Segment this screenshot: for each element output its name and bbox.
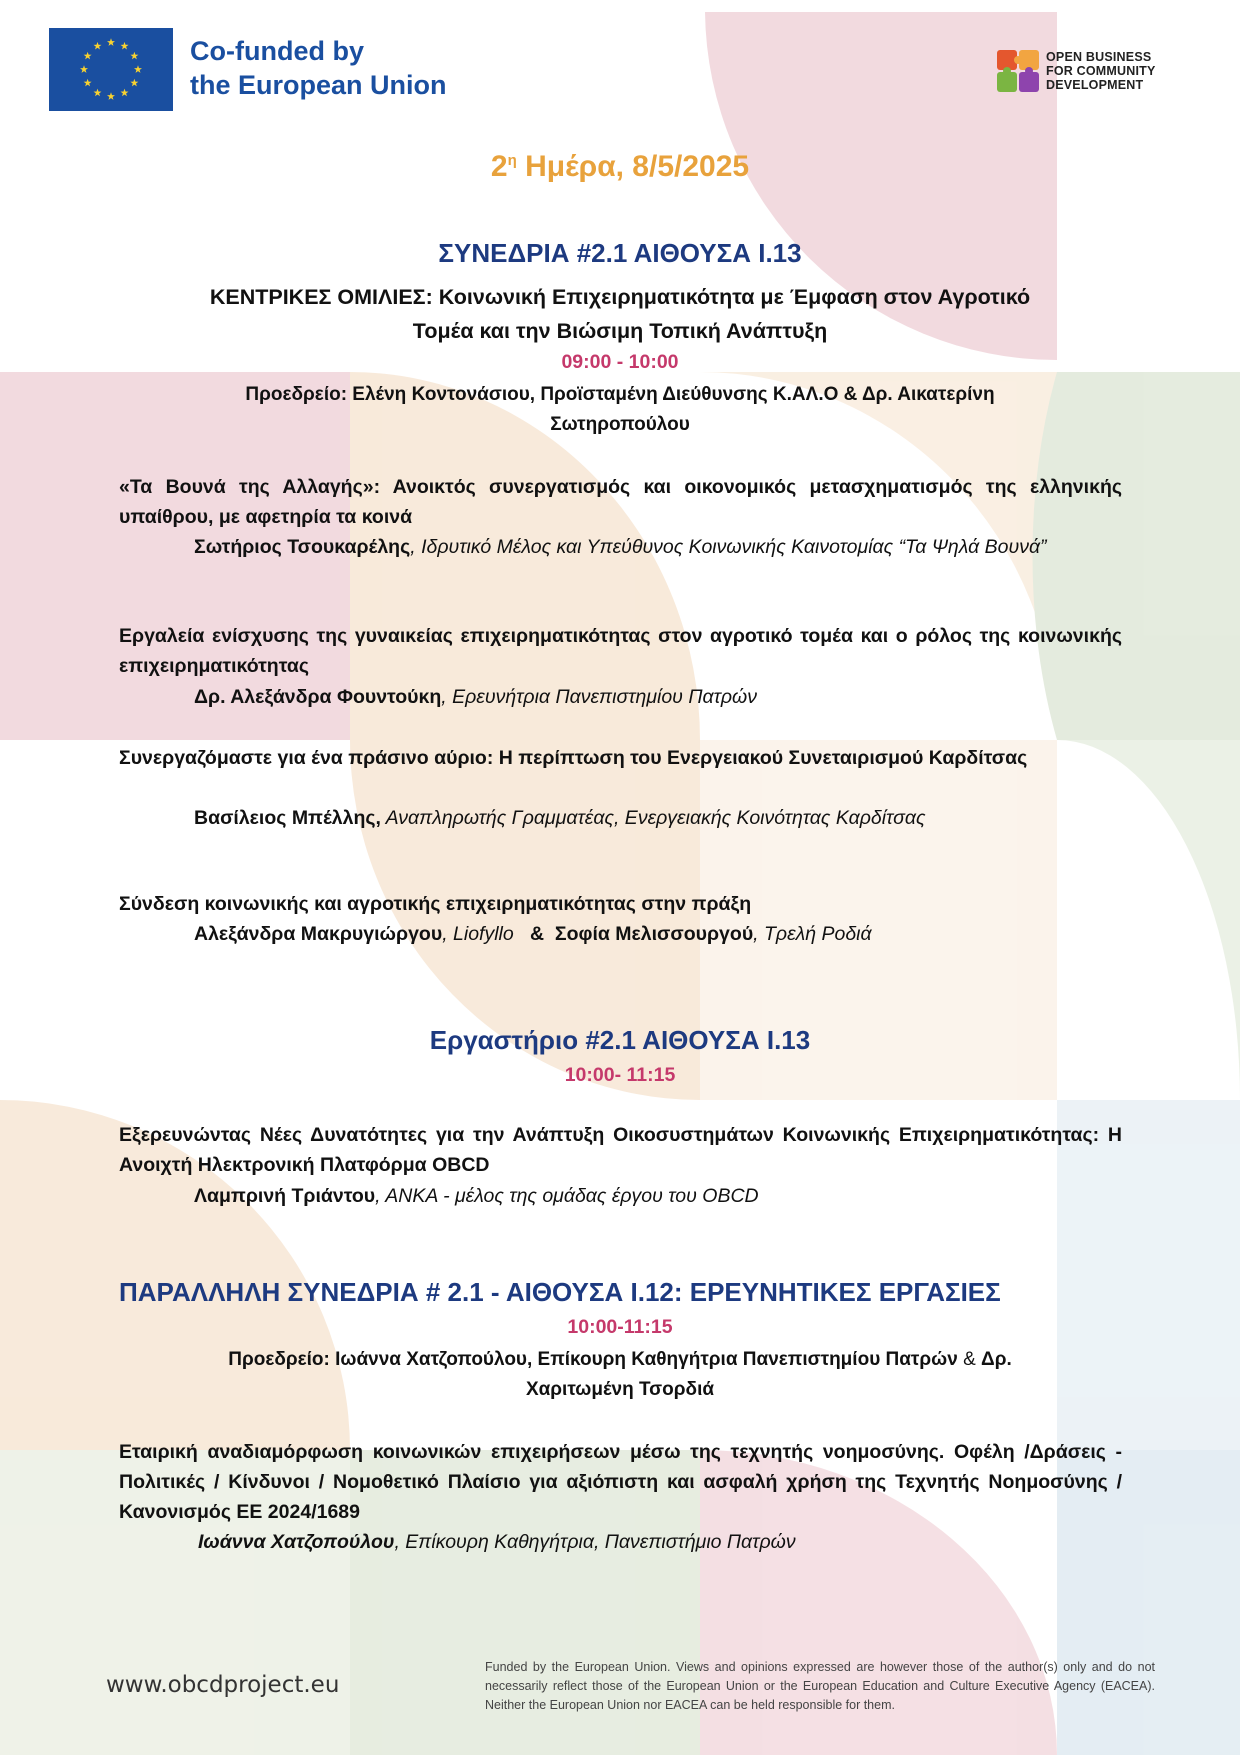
speaker-separator: & (513, 923, 555, 945)
keynote-line1: ΚΕΝΤΡΙΚΕΣ ΟΜΙΛΙΕΣ: Κοινωνική Επιχειρηματικότητα με Έμφαση στον Αγροτικό (209, 285, 1031, 309)
obcd-line1: OPEN BUSINESS (1046, 50, 1152, 64)
talk-title: Εργαλεία ενίσχυσης της γυναικείας επιχειρηματικότητας στον αγροτικό τομέα και ο ρόλος της κοινωνικής επιχειρηματικότητας (119, 625, 1122, 677)
talk-speaker (194, 919, 1094, 949)
funding-disclaimer: Funded by the European Union. Views and opinions expressed are however those of the author(s) only and do not necessarily reflect those of the European Union or the European Education and Culture Executive Agency (EACEA). Neither the European Union nor EACEA can be held responsible for them. (485, 1660, 1155, 1712)
speaker-name: Σωτήριος Τσουκαρέλης (194, 536, 411, 558)
speaker-name: Βασίλειος Μπέλλης, (194, 807, 381, 829)
talk-speaker (194, 682, 1094, 712)
speaker-name: Δρ. Αλεξάνδρα Φουντούκη (194, 686, 442, 708)
talk-speaker (194, 803, 1094, 833)
parallel-speaker (198, 1527, 1098, 1557)
speaker-role: , Liofyllo (442, 923, 514, 945)
speaker-name: Λαμπρινή Τριάντου (194, 1185, 376, 1207)
speaker-role: Αναπληρωτής Γραμματέας, Ενεργειακής Κοινότητας Καρδίτσας (380, 807, 926, 829)
obcd-line3: DEVELOPMENT (1046, 78, 1144, 92)
workshop-title: Εργαστήριο #2.1 ΑΙΘΟΥΣΑ Ι.13 (429, 1025, 811, 1055)
speaker-name: Αλεξάνδρα Μακρυγιώργου (194, 923, 443, 945)
parallel-session-time: 10:00-11:15 (567, 1316, 673, 1338)
eu-label-line1: Co-funded by (190, 36, 364, 66)
speaker-name: Ιωάννα Χατζοπούλου (198, 1531, 395, 1553)
chair-line1-end: Δρ. (981, 1349, 1012, 1370)
eu-flag-logo (49, 28, 173, 111)
website-url[interactable]: www.obcdproject.eu (106, 1672, 340, 1698)
speaker-name-2: Σοφία Μελισσουργού (554, 923, 754, 945)
speaker-role-2: , Τρελή Ροδιά (753, 923, 872, 945)
day-number: 2 (490, 150, 508, 183)
workshop-talk-title: Εξερευνώντας Νέες Δυνατότητες για την Ανάπτυξη Οικοσυστημάτων Κοινωνικής Επιχειρηματικότητας: Η Ανοιχτή Ηλεκτρονική Πλατφόρμα OBCD (119, 1124, 1122, 1176)
eu-funding-label (190, 34, 447, 102)
workshop-speaker (194, 1181, 1094, 1211)
workshop-time: 10:00- 11:15 (564, 1064, 676, 1086)
day-title (0, 150, 1240, 184)
chair-line1: Προεδρείο: Ιωάννα Χατζοπούλου, Επίκουρη Καθηγήτρια Πανεπιστημίου Πατρών (228, 1349, 958, 1370)
chair-line2: Σωτηροπούλου (550, 414, 690, 435)
obcd-line2: FOR COMMUNITY (1046, 64, 1156, 78)
chair-line2: Χαριτωμένη Τσορδιά (525, 1379, 715, 1400)
keynote-line2: Τομέα και την Βιώσιμη Τοπική Ανάπτυξη (412, 319, 828, 343)
speaker-role: , ΑΝΚΑ - μέλος της ομάδας έργου του OBCD (375, 1185, 759, 1207)
chair-ampersand: & (957, 1349, 982, 1370)
obcd-puzzle-logo (995, 48, 1041, 96)
talk-title: Συνεργαζόμαστε για ένα πράσινο αύριο: Η περίπτωση του Ενεργειακού Συνεταιρισμού Καρδίτσας (119, 747, 1028, 769)
speaker-role: , Ερευνήτρια Πανεπιστημίου Πατρών (441, 686, 757, 708)
talk-title: Σύνδεση κοινωνικής και αγροτικής επιχειρηματικότητας στην πράξη (119, 893, 752, 915)
session-time: 09:00 - 10:00 (561, 351, 679, 373)
session-title: ΣΥΝΕΔΡΙΑ #2.1 ΑΙΘΟΥΣΑ Ι.13 (438, 238, 802, 268)
parallel-session-title: ΠΑΡΑΛΛΗΛΗ ΣΥΝΕΔΡΙΑ # 2.1 - ΑΙΘΟΥΣΑ Ι.12: ΕΡΕΥΝΗΤΙΚΕΣ ΕΡΓΑΣΙΕΣ (119, 1277, 1001, 1307)
day-date: Ημέρα, 8/5/2025 (516, 150, 750, 183)
speaker-role: , Επίκουρη Καθηγήτρια, Πανεπιστήμιο Πατρών (394, 1531, 796, 1553)
obcd-wordmark (1046, 50, 1156, 92)
session-chair (120, 380, 1120, 440)
parallel-session-chair (120, 1345, 1120, 1405)
day-ordinal-suffix: η (507, 152, 517, 169)
talk-speaker (194, 532, 1084, 562)
keynote-heading (120, 280, 1120, 348)
talk-title: «Τα Βουνά της Αλλαγής»: Ανοικτός συνεργατισμός και οικονομικός μετασχηματισμός της ελληνικής υπαίθρου, με αφετηρία τα κοινά (119, 476, 1122, 528)
chair-line1: Προεδρείο: Ελένη Κοντονάσιου, Προϊσταμένη Διεύθυνσης Κ.ΑΛ.Ο & Δρ. Αικατερίνη (245, 384, 995, 405)
speaker-role: , Ιδρυτικό Μέλος και Υπεύθυνος Κοινωνικής Καινοτομίας “Τα Ψηλά Βουνά” (410, 536, 1047, 558)
parallel-talk-title: Εταιρική αναδιαμόρφωση κοινωνικών επιχειρήσεων μέσω της τεχνητής νοημοσύνης. Οφέλη /Δράσεις - Πολιτικές / Κίνδυνοι / Νομοθετικό Πλαίσιο για αξιόπιστη και ασφαλή χρήση της Τεχνητής Νοημοσύνης / Κανονισμός ΕΕ 2024/1689 (119, 1441, 1122, 1523)
eu-label-line2: the European Union (190, 70, 447, 100)
